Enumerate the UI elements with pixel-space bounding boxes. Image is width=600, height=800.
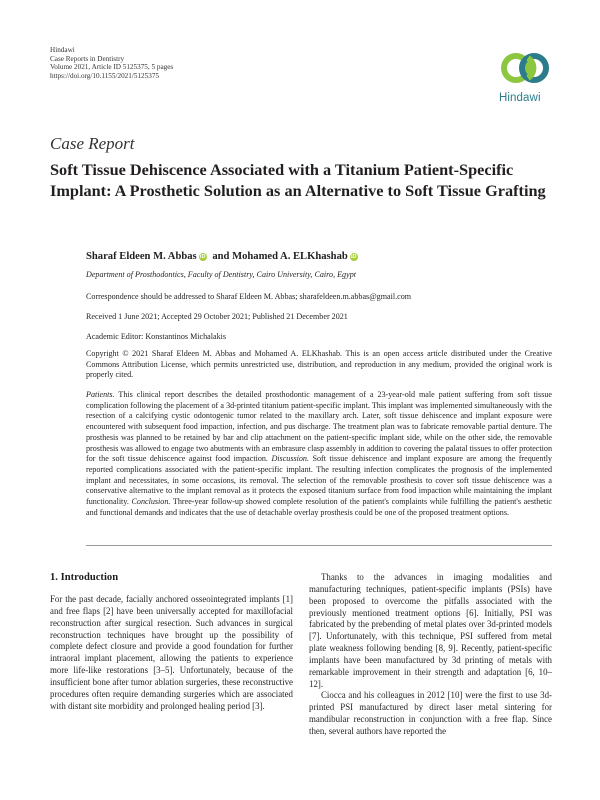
academic-editor: Academic Editor: Konstantinos Michalakis <box>86 332 227 341</box>
correspondence: Correspondence should be addressed to Sharaf Eldeen M. Abbas; sharafeldeen.m.abbas@gmail.com <box>86 292 412 301</box>
paragraph: Thanks to the advances in imaging modalities and manufacturing techniques, patient-specific implants (PSIs) have been proposed to overcome the pitfalls associated with the previously mentioned treatment options [6]. Initially, PSI was fabricated by the prebending of metal plates over 3d-printed models [7]. Unfortunately, with this technique, PSI suffered from metal plate weakness following bending [8, 9]. Recently, patient-specific implants have been manufactured by 3d printing of metals with remarkable improvement in their strength and adaptation [6, 10–12]. <box>309 572 552 689</box>
abstract-label-patients: Patients. <box>86 390 115 399</box>
abstract-conclusion-text: Three-year follow-up showed complete resolution of the patient's complaints while fulfilling the patient's aesthetic and functional demands and indicates that the use of detachable overlay prosthesis could be one of the proposed treatment options. <box>86 497 552 517</box>
abstract-discussion-text: Soft tissue dehiscence and implant exposure are among the frequently reported complications associated with the patient-specific implant. The resulting infection complicates the prognosis of the implemented implant and necessitates, in some occasions, its removal. The selection of the removable prosthesis to cover soft tissue dehiscence was a conservative alternative to the implant removal as it protects the exposed titanium surface from food impaction while maintaining the implant functionality. <box>86 454 552 507</box>
article-title: Soft Tissue Dehiscence Associated with a Titanium Patient-Specific Implant: A Prosthetic Solution as an Alternative to Soft Tissue Grafting <box>50 160 546 200</box>
volume-line: Volume 2021, Article ID 5125375, 5 pages <box>50 63 174 72</box>
orcid-icon[interactable]: iD <box>351 254 357 260</box>
paragraph: Ciocca and his colleagues in 2012 [10] were the first to use 3d-printed PSI manufactured by direct laser metal sintering for mandibular reconstruction in conjunction with a free flap. Since then, several authors have reported the <box>309 690 552 736</box>
author-name[interactable]: Sharaf Eldeen M. Abbas <box>86 251 197 262</box>
section-divider <box>86 545 552 546</box>
author-conjunction: and <box>212 251 230 262</box>
left-column <box>50 572 293 712</box>
paragraph: For the past decade, facially anchored osseointegrated implants [1] and free flaps [2] have been universally accepted for maxillofacial reconstruction after surgical resection. Such advances in surgical reconstruction techniques have brought up the possibility of complete defect closure and provide a good foundation for further intraoral implant placement, allowing the patients to experience more life-like restorations [3–5]. Unfortunately, because of the insufficient bone after tumor ablation surgeries, these reconstructive procedures often require demanding surgeries which are associated with distant site morbidity and prolonged healing period [3]. <box>50 594 293 711</box>
affiliation: Department of Prosthodontics, Faculty of Dentistry, Cairo University, Cairo, Egypt <box>86 270 356 279</box>
doi-link[interactable]: https://doi.org/10.1155/2021/5125375 <box>50 71 160 80</box>
abstract-label-discussion: Discussion. <box>271 454 310 464</box>
journal-meta <box>50 46 173 80</box>
abstract <box>86 390 552 518</box>
abstract-label-conclusion: Conclusion. <box>131 497 171 507</box>
logo-wordmark: Hindawi <box>499 92 541 104</box>
journal-name: Case Reports in Dentistry <box>50 54 125 63</box>
copyright-notice: Copyright © 2021 Sharaf Eldeen M. Abbas and Mohamed A. ELKhashab. This is an open access article distributed under the Creative Commons Attribution License, which permits unrestricted use, distribution, and reproduction in any medium, provided the original work is properly cited. <box>86 349 552 380</box>
article-type: Case Report <box>50 134 135 153</box>
author-name[interactable]: Mohamed A. ELKhashab <box>232 251 348 262</box>
right-column <box>309 572 552 738</box>
author-list <box>86 251 361 262</box>
orcid-icon[interactable]: iD <box>199 254 206 260</box>
abstract-patients-text: This clinical report describes the detailed prosthodontic management of a 23-year-old male patient suffering from soft tissue complication following the placement of a 3d-printed titanium patient-specific implant. This implant was implemented simultaneously with the resection of a calcifying cystic odontogenic tumor related to the maxillary arch. Later, soft tissue dehiscence and implant exposure were encountered with subsequent food impaction, infection, and pus discharge. The treatment plan was to fabricate removable partial denture. The prosthesis was planned to be retained by bar and clip attachment on the patient-specific implant side, while on the other side, the removable prosthesis was allowed to engage two abutments with an embrasure clasp assembly in addition to covering the palatal tissues to offer protection for the soft tissue dehiscence against food impaction. <box>86 390 552 464</box>
section-heading: 1. Introduction <box>50 572 119 583</box>
publication-dates: Received 1 June 2021; Accepted 29 October 2021; Published 21 December 2021 <box>86 312 348 321</box>
hindawi-logo-icon <box>497 48 553 88</box>
publisher-name: Hindawi <box>50 46 75 54</box>
